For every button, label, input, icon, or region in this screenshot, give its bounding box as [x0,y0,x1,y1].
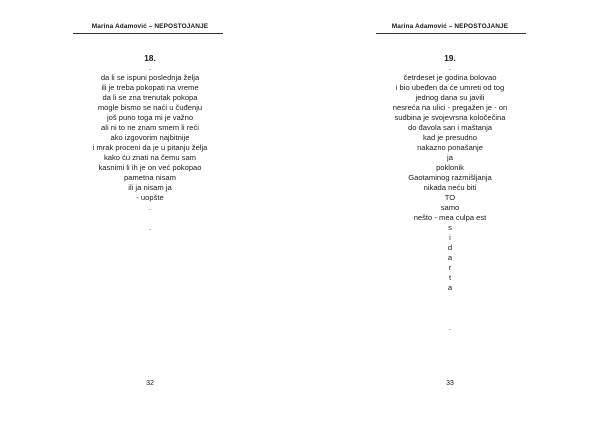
poem-line: nakazno ponašanje [417,143,483,152]
poem-line: d [447,243,453,252]
poem-line: ja [447,153,453,162]
poem-lines [300,63,600,333]
poem-line: a [447,283,453,292]
poem-line: još puno toga mi je važno [106,113,194,122]
poem-line: jednog dana su javili [415,93,485,102]
poem-line: poklonik [436,163,464,172]
page-number: 33 [446,380,454,387]
poem-line: ali ni to ne znam smem li reći [101,123,199,132]
poem-line: . [148,203,152,212]
poem-number: 19. [444,53,456,63]
poem-line: a [447,253,453,262]
poem-line: s [448,223,452,232]
poem-line: Gaotaminog razmišljanja [408,173,492,182]
page-header: Marina Adamović – NEPOSTOJANJE [91,23,209,30]
poem-line [0,213,300,223]
poem-line [300,313,600,323]
poem-line: kako ću znati na čemu sam [103,153,196,162]
poem-line: . [448,323,452,332]
poem-line: ili ja nisam ja [128,183,172,192]
poem-line: i bio ubeđen da će umreti od tog [395,83,505,92]
poem-line: do đavola san i maštanja [407,123,492,132]
poem-line: nikada neću biti [423,183,477,192]
poem-line: r [448,263,452,272]
poem-line: nešto - mea culpa est [413,213,487,222]
poem-line: pametna nisam [124,173,176,182]
page-number: 32 [146,380,154,387]
poem-line: TO [444,193,456,202]
poem-line: da li se ispuni poslednja želja [100,73,200,82]
poem-line: četrdeset je godina bolovao [403,73,497,82]
poem-line [300,293,600,303]
poem-line: i [449,233,451,242]
poem-line [300,303,600,313]
poem-line: i mrak proceni da je u pitanju želja [92,143,208,152]
page-header: Marina Adamović – NEPOSTOJANJE [391,23,509,30]
poem-line: . [148,63,152,72]
poem-line: nesreća na ulici - pregažen je - on [392,103,508,112]
poem-lines [0,63,300,233]
right-page [300,0,600,425]
poem-line: ili je treba pokopati na vreme [101,83,199,92]
header-rule [73,33,223,34]
poem-line: - uopšte [136,193,164,202]
poem-line: ako izgovorim najbitnije [110,133,190,142]
header-rule [376,33,526,34]
poem-line: sudbina je svojevrsna koločečina [394,113,506,122]
poem [300,53,600,333]
poem-line: . [148,223,152,232]
poem-line: kasnimi li ih je on već pokopao [98,163,202,172]
poem-line: da li se zna trenutak pokopa [102,93,198,102]
poem-number: 18. [144,53,156,63]
poem-line: t [448,273,452,282]
poem-line: samo [440,203,460,212]
poem-line: kad je presudno [422,133,478,142]
poem-line: . [448,63,452,72]
poem [0,53,300,233]
poem-line: mogle bismo se naći u čuđenju [97,103,203,112]
